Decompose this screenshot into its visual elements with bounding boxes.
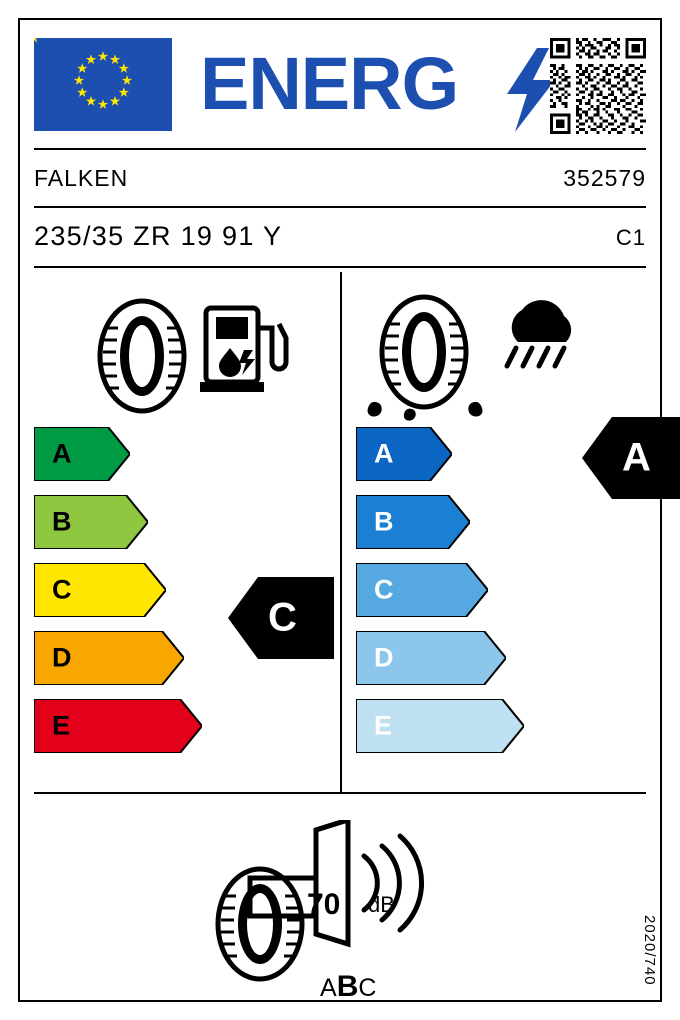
wet-selected-letter: A	[622, 435, 651, 480]
fuel-grade-e	[20, 699, 336, 753]
brand-name: FALKEN	[34, 165, 129, 191]
fuel-grade-e-letter: E	[52, 710, 71, 741]
divider-size	[34, 266, 646, 268]
label-header	[20, 20, 660, 148]
tyre-rain-cloud-icon	[342, 292, 658, 412]
tyre-fuel-pump-icon	[20, 292, 336, 412]
tyre-class: C1	[615, 225, 646, 250]
wet-grade-b	[342, 495, 658, 549]
fuel-grade-d-letter: D	[52, 642, 72, 673]
divider-noise	[34, 792, 646, 794]
brand-code: 352579	[563, 165, 646, 191]
fuel-efficiency-section	[20, 272, 336, 790]
regulation-reference: 2020/740	[641, 915, 658, 986]
tyre-loudspeaker-icon	[200, 820, 500, 1003]
fuel-grade-b	[20, 495, 336, 549]
fuel-grade-c-letter: C	[52, 574, 72, 605]
fuel-grade-a-letter: A	[52, 438, 72, 469]
wet-grade-a-letter: A	[374, 438, 394, 469]
eu-stars	[34, 38, 172, 131]
noise-unit: dB	[368, 892, 395, 917]
fuel-selected-badge	[228, 577, 334, 659]
wet-grade-b-letter: B	[374, 506, 394, 537]
noise-section	[20, 810, 660, 1003]
wet-grade-c	[342, 563, 658, 617]
wet-grade-e	[342, 699, 658, 753]
brand-row	[20, 151, 660, 207]
fuel-grade-b-letter: B	[52, 506, 72, 537]
size-row	[20, 209, 660, 267]
wet-grade-d	[342, 631, 658, 685]
fuel-selected-letter: C	[268, 595, 297, 640]
page-title: ENERG	[200, 42, 459, 125]
wet-grade-c-letter: C	[374, 574, 394, 605]
wet-grade-d-letter: D	[374, 642, 394, 673]
wet-selected-badge	[582, 417, 680, 499]
wet-grade-e-letter: E	[374, 710, 393, 741]
divider-header	[34, 148, 646, 150]
divider-brand	[34, 206, 646, 208]
qr-code-icon	[550, 38, 646, 134]
eu-flag-icon	[34, 38, 172, 131]
noise-class-b: B	[336, 970, 359, 1003]
noise-class-c: C	[358, 974, 377, 1002]
noise-class-a: A	[320, 974, 337, 1002]
noise-class-row	[320, 970, 376, 1004]
wet-grip-section	[342, 272, 658, 790]
noise-value: 70	[307, 888, 341, 921]
tyre-size: 235/35 ZR 19 91 Y	[34, 221, 283, 251]
fuel-grade-a	[20, 427, 336, 481]
label-frame	[18, 18, 662, 1002]
